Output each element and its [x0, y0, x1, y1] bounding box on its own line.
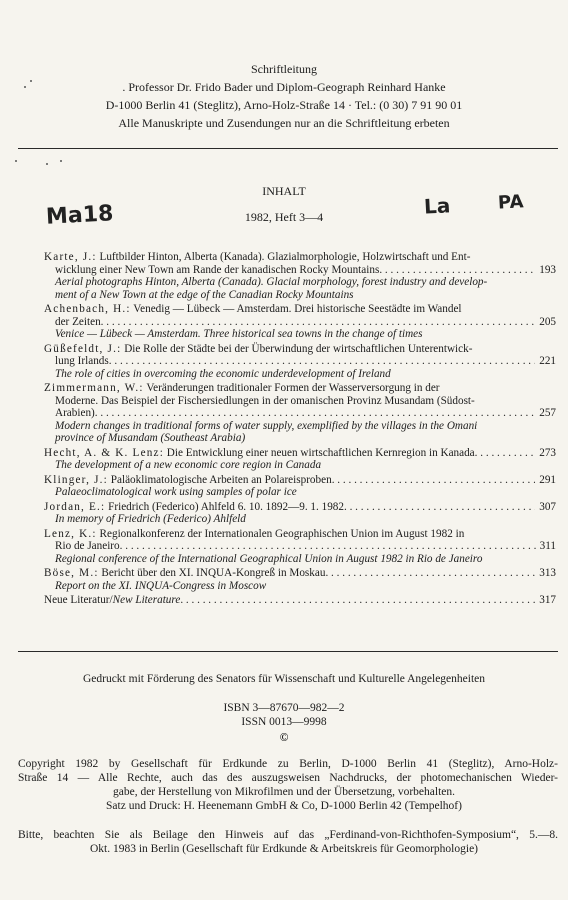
copyright-line: Straße 14 — Alle Rechte, auch das des auszugsweisen Nachdrucks, der photomechanischen Wieder- — [18, 772, 558, 784]
toc-page: 257 — [539, 407, 556, 419]
toc-title: Neue Literatur/ — [44, 594, 113, 606]
issue-label: 1982, Heft 3—4 — [244, 210, 324, 224]
toc-page: 291 — [539, 473, 556, 486]
editorial-address: D-1000 Berlin 41 (Steglitz), Arno-Holz-Straße 14 · Tel.: (0 30) 7 91 90 01 — [105, 98, 463, 112]
toc-translation: The role of cities in overcoming the economic underdevelopment of Ireland — [55, 367, 391, 380]
toc-entry — [44, 382, 556, 445]
toc-translation: Regional conference of the International Geographical Union in August 1982 in Rio de Janeiro — [55, 552, 483, 565]
toc-leader — [101, 316, 536, 329]
toc-leader — [332, 474, 536, 487]
toc-page: 221 — [539, 355, 556, 367]
divider-top — [18, 148, 558, 149]
editorial-block — [0, 60, 568, 132]
toc-author: Achenbach, H.: — [44, 303, 131, 315]
editorial-editors: . Professor Dr. Frido Bader und Diplom-Geograph Reinhard Hanke — [122, 80, 446, 94]
table-of-contents — [44, 251, 556, 609]
scan-speck — [60, 160, 62, 162]
editorial-note: Alle Manuskripte und Zusendungen nur an die Schriftleitung erbeten — [118, 116, 450, 130]
toc-title-cont: der Zeiten — [55, 315, 101, 328]
toc-translation: Venice — Lübeck — Amsterdam. Three historical sea towns in the change of times — [55, 328, 423, 340]
toc-entry — [44, 501, 556, 526]
toc-entry — [44, 447, 556, 472]
toc-page: 317 — [539, 594, 556, 606]
toc-translation: Modern changes in traditional forms of water supply, exemplified by the villages in the Omani — [55, 419, 478, 432]
toc-translation-cont: ment of a New Town at the edge of the Canadian Rocky Mountains — [55, 288, 354, 301]
toc-title: Luftbilder Hinton, Alberta (Kanada). Glazialmorphologie, Holzwirtschaft und Ent- — [96, 251, 471, 263]
toc-page: 311 — [539, 540, 556, 552]
toc-title: Die Entwicklung einer neuen wirtschaftlichen Kernregion in Kanada — [164, 446, 475, 459]
toc-title-english: New Literature — [112, 594, 181, 606]
toc-title: Veränderungen traditionaler Formen der Wasserversorgung in der — [143, 382, 440, 394]
scan-speck — [24, 86, 26, 88]
toc-entry — [44, 303, 556, 341]
toc-leader — [95, 407, 535, 420]
toc-author: Karte, J.: — [44, 251, 97, 263]
isbn: ISBN 3—87670—982—2 — [223, 702, 345, 714]
toc-author: Böse, M.: — [44, 567, 99, 579]
scan-speck — [46, 163, 48, 165]
divider-bottom — [18, 651, 558, 652]
issn: ISSN 0013—9998 — [241, 716, 327, 728]
toc-entry — [44, 594, 556, 607]
toc-page: 307 — [539, 500, 556, 513]
toc-title-cont: Arabien) — [55, 407, 95, 419]
copyright-symbol: © — [279, 732, 289, 744]
toc-entry — [44, 474, 556, 499]
toc-author: Jordan, E.: — [44, 500, 106, 513]
supplement-notice-cont: Okt. 1983 in Berlin (Gesellschaft für Erdkunde & Arbeitskreis für Geomorphologie) — [89, 843, 479, 855]
toc-leader — [379, 264, 535, 277]
toc-leader — [180, 594, 535, 607]
handwritten-note-left: Ma18 — [45, 201, 114, 230]
toc-translation-cont: province of Musandam (Southeast Arabia) — [55, 432, 246, 444]
editorial-title: Schriftleitung — [251, 62, 317, 76]
toc-author: Hecht, A. & K. Lenz: — [44, 446, 164, 459]
toc-leader — [120, 540, 536, 553]
toc-title-cont: wicklung einer New Town am Rande der kanadischen Rocky Mountains — [55, 263, 380, 276]
toc-page: 313 — [539, 567, 556, 579]
toc-title-cont: Moderne. Das Beispiel der Fischersiedlungen in der omanischen Provinz Musandam (Südost- — [55, 394, 475, 407]
toc-translation: Report on the XI. INQUA-Congress in Moscow — [55, 579, 267, 592]
toc-translation: The development of a new economic core region in Canada — [55, 459, 322, 471]
toc-title: Bericht über den XI. INQUA-Kongreß in Moskau — [98, 567, 326, 579]
copyright-line: Copyright 1982 by Gesellschaft für Erdkunde zu Berlin, D-1000 Berlin 41 (Steglitz), Arno-Holz- — [18, 758, 558, 770]
toc-title: Die Rolle der Städte bei der Überwindung der wirtschaftlichen Unterentwick- — [121, 342, 473, 355]
toc-author: Lenz, K.: — [44, 527, 97, 540]
printer-line: Satz und Druck: H. Heenemann GmbH & Co, D-1000 Berlin 42 (Tempelhof) — [106, 800, 462, 812]
toc-entry — [44, 528, 556, 566]
toc-leader — [325, 567, 535, 580]
toc-author: Klinger, J.: — [44, 473, 108, 486]
toc-title-cont: lung Irlands — [55, 355, 109, 367]
toc-leader — [109, 355, 535, 368]
toc-entry — [44, 251, 556, 301]
handwritten-note-right: PA — [497, 191, 525, 214]
toc-page: 205 — [539, 315, 556, 328]
toc-title-cont: Rio de Janeiro — [55, 540, 120, 552]
toc-title: Friedrich (Federico) Ahlfeld 6. 10. 1892—9. 1. 1982 — [105, 500, 344, 513]
supplement-notice: Bitte, beachten Sie als Beilage den Hinweis auf das „Ferdinand-von-Richthofen-Symposium“, 5.—8. — [18, 829, 558, 841]
toc-title: Regionalkonferenz der Internationalen Geographischen Union im August 1982 in — [96, 527, 465, 540]
toc-title: Venedig — Lübeck — Amsterdam. Drei historische Seestädte im Wandel — [130, 303, 462, 315]
scan-speck — [15, 160, 17, 162]
support-note: Gedruckt mit Förderung des Senators für Wissenschaft und Kulturelle Angelegenheiten — [82, 673, 486, 685]
toc-title: Paläoklimatologische Arbeiten an Polareisproben — [107, 473, 332, 486]
toc-translation: In memory of Friedrich (Federico) Ahlfeld — [55, 513, 246, 525]
contents-heading: INHALT — [262, 184, 306, 198]
toc-translation: Palaeoclimatological work using samples of polar ice — [55, 486, 297, 498]
toc-entry — [44, 567, 556, 592]
handwritten-note-mid: La — [423, 193, 451, 219]
toc-entry — [44, 343, 556, 381]
toc-author: Zimmermann, W.: — [44, 382, 144, 394]
toc-author: Güßefeldt, J.: — [44, 342, 122, 355]
copyright-line: gabe, der Herstellung von Mikrofilmen und der Übersetzung, vorbehalten. — [112, 786, 456, 798]
scan-speck — [30, 80, 32, 82]
toc-page: 193 — [539, 263, 556, 276]
toc-leader — [344, 501, 535, 514]
toc-translation: Aerial photographs Hinton, Alberta (Canada). Glacial morphology, forest industry and develop- — [55, 276, 488, 288]
toc-page: 273 — [539, 446, 556, 459]
toc-leader — [475, 447, 536, 460]
